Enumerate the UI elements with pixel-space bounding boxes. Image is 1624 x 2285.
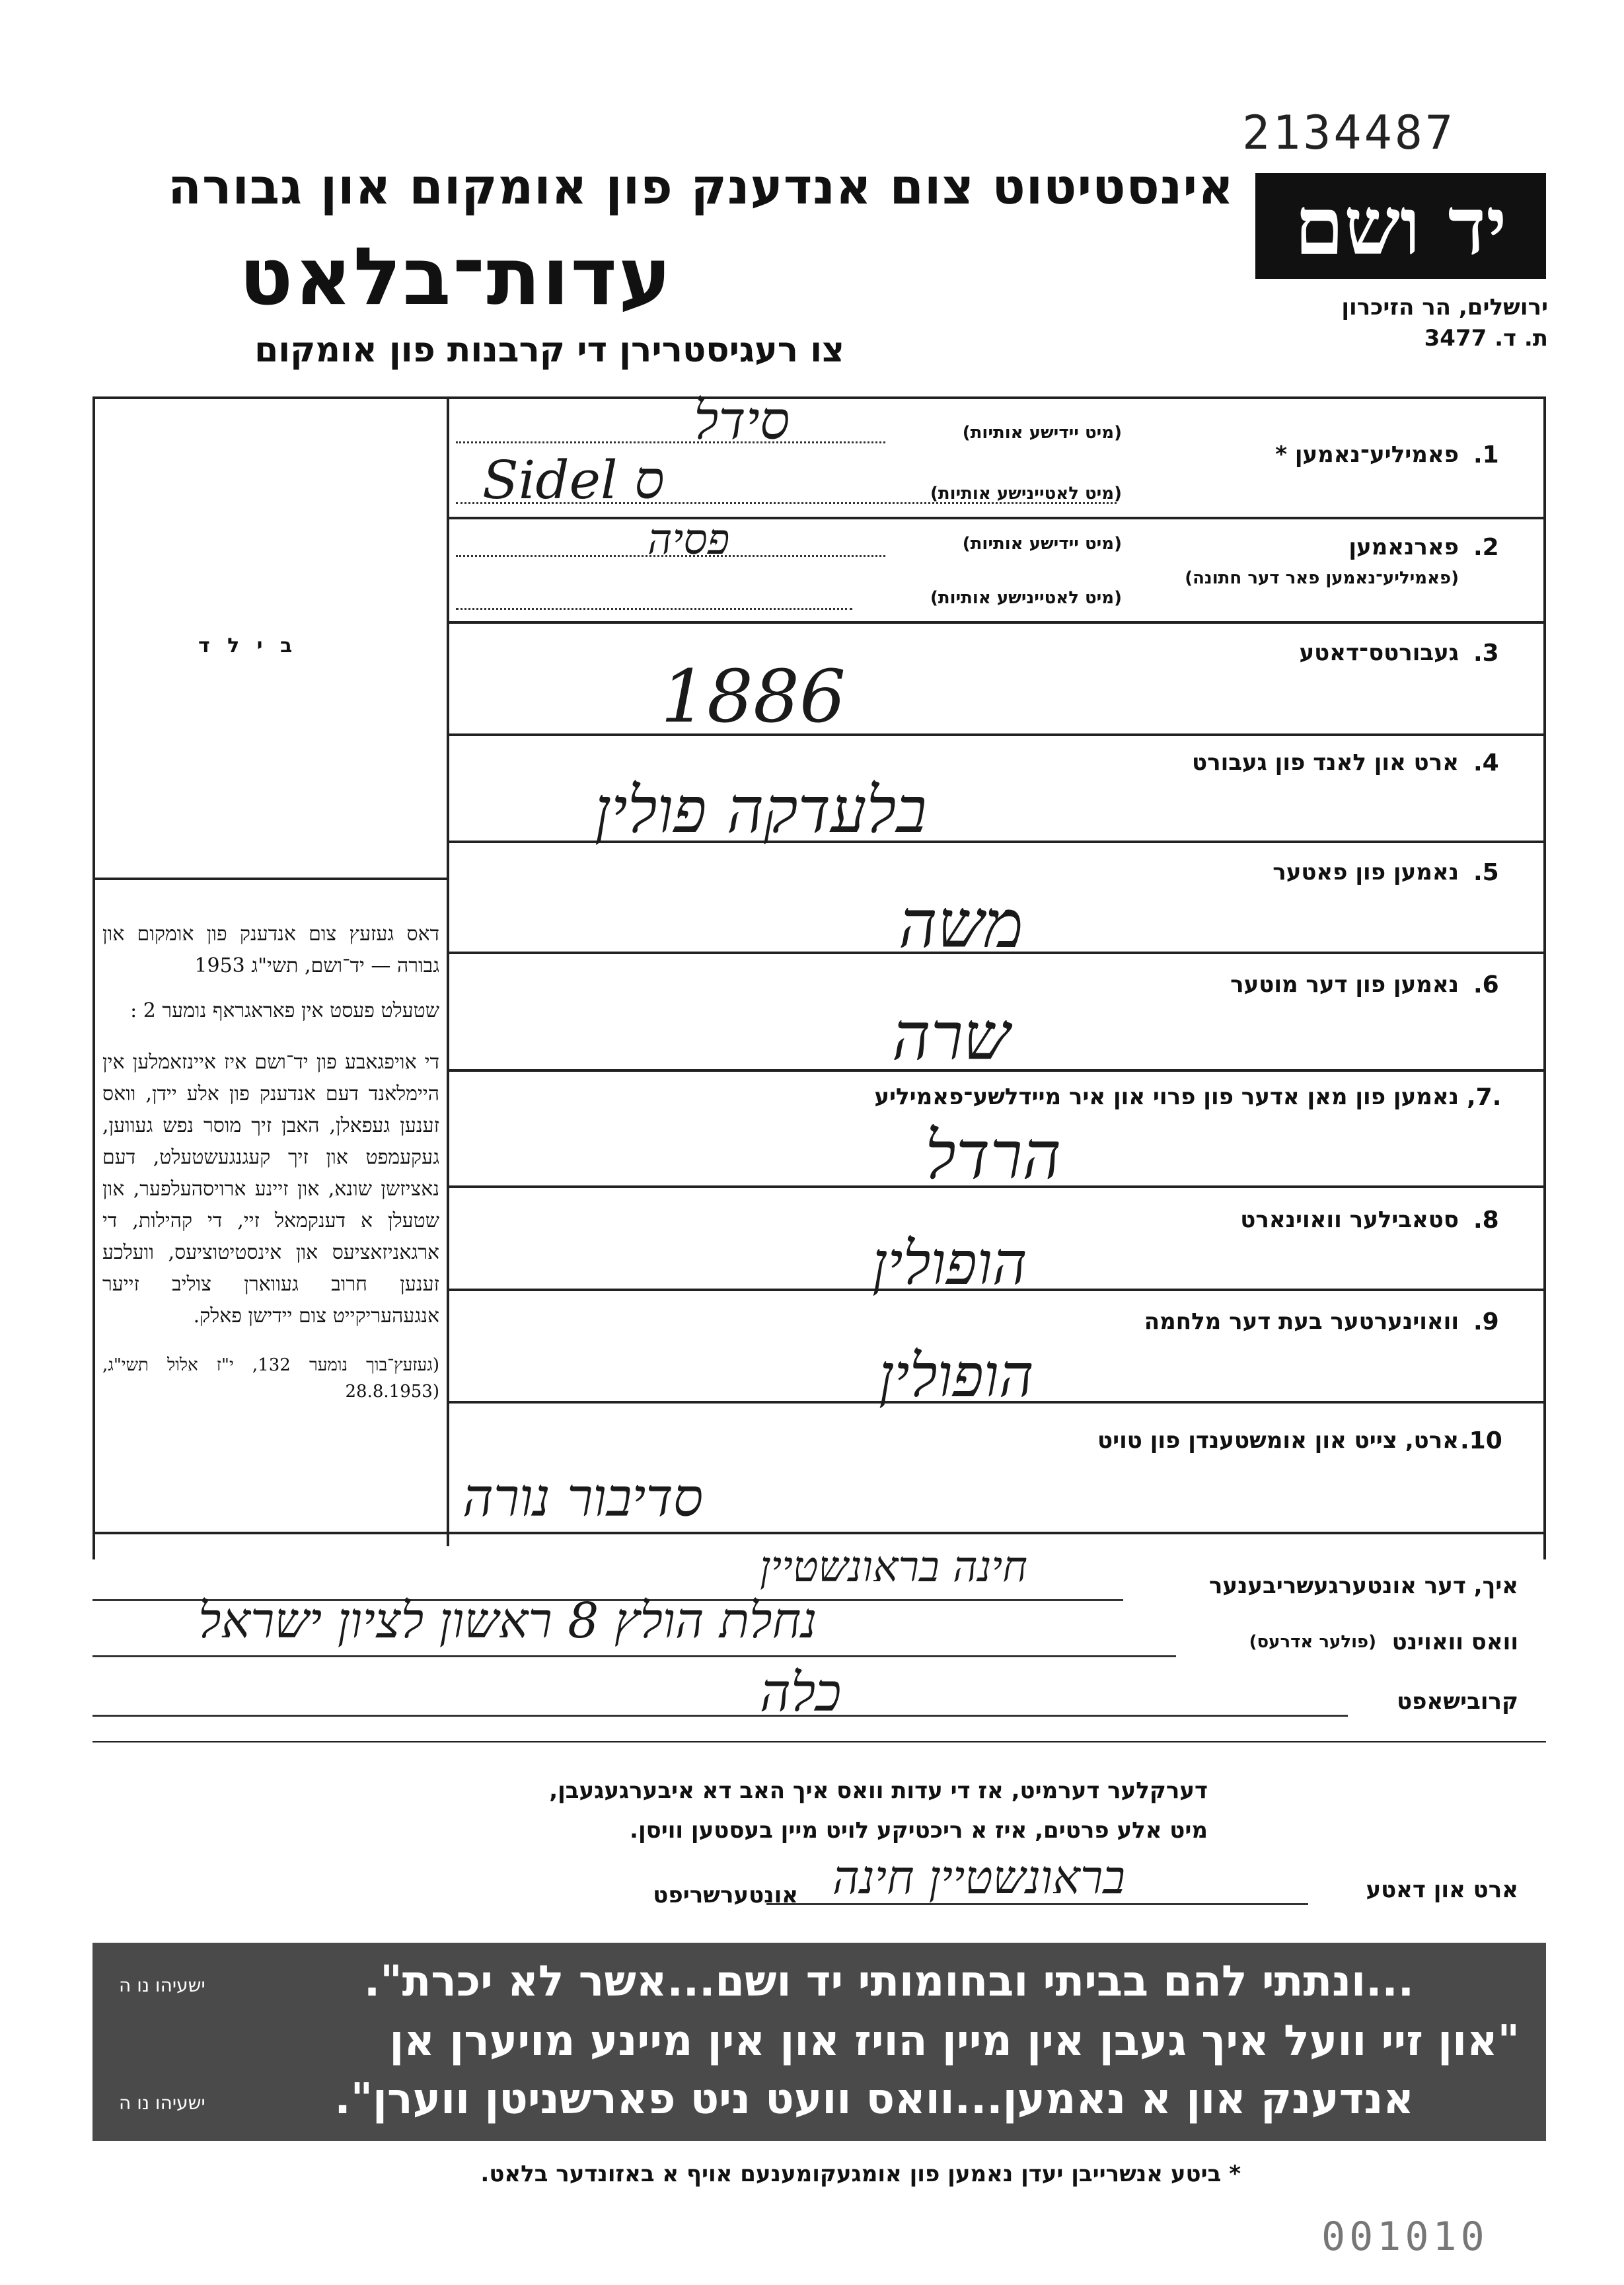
field-5-label: נאמען פון פאטער xyxy=(1273,859,1459,885)
field-1-handwritten-latin: Sidel ס xyxy=(482,449,665,511)
field-5-number: .5 xyxy=(1473,859,1499,886)
bottom-stamp-number: 001010 xyxy=(1321,2214,1489,2260)
row-separator xyxy=(92,1532,1546,1534)
field-2-number: .2 xyxy=(1473,534,1499,561)
signature-handwritten: בראונשטיין חינה xyxy=(832,1850,1126,1904)
relationship-label: קרובישאפט xyxy=(1397,1688,1518,1715)
field-1-number: .1 xyxy=(1473,441,1499,468)
banner-line-1: ...ונתתי להם בביתי ובחומותי יד ושם...אשר לא יכרת". xyxy=(363,1957,1414,2006)
law-paragraph-3: די אויפגאבע פון יד־ושם איז איינזאמלען אין היימלאנד דעם אנדענק פון אלע יידן, וואס זענען געפאלן, האבן זיך מוסר נפש געווען, געקעמפט און זיך קעגנגעשטעלט, דעם נאציזשן שונא, און זיינע ארויסהעלפער, און שטעלן א דענקמאל זיי, די קהילות, די ארגאניזאציעס און אינסטיטוציעס, וועלכע זענען חרוב געווארן צוליב זייער אנגעהעריקייט צום יידישן פאלק. xyxy=(102,1051,439,1328)
declaration-line-1: דערקלער דערמיט, אז די עדות וואס איך האב דא איבערגעגעבן, xyxy=(549,1778,1208,1804)
address-handwritten: נחלת הולץ 8 ראשון לציון ישראל xyxy=(198,1592,817,1649)
signer-section-bottom xyxy=(92,1741,1546,1742)
field-7-label: נאמען פון מאן אדער פון פרוי און איר מיידלשע־פאמיליע xyxy=(874,1084,1459,1110)
field-6-label: נאמען פון דער מוטער xyxy=(1230,971,1459,998)
field-8-number: .8 xyxy=(1473,1207,1499,1234)
frame-right xyxy=(1543,396,1546,1559)
field-1-handwritten-yiddish: סידל xyxy=(694,390,790,451)
signature-label: אונטערשריפט xyxy=(653,1882,798,1908)
law-box xyxy=(102,918,439,1405)
field-2-sub-yiddish: (מיט יידישע אותיות) xyxy=(962,534,1122,554)
field-3-label: געבורטס־דאטע xyxy=(1299,640,1459,666)
field-9-handwritten: הופולין xyxy=(879,1341,1034,1411)
law-paragraph-2: שטעלט פעסט אין פאראגראף נומער 2 : xyxy=(130,999,439,1022)
banner-line-2: "און זיי וועל איך געבן אין מיין הויז און אין מיינע מויערן אן xyxy=(389,2017,1520,2066)
field-8-handwritten: הופולין xyxy=(872,1229,1027,1298)
row-separator xyxy=(447,517,1545,519)
field-2-line-latin xyxy=(456,608,852,610)
field-10-number: .10 xyxy=(1460,1427,1502,1454)
field-7-number: ,7. xyxy=(1467,1084,1502,1111)
form-subtitle: צו רעגיסטרירן די קרבנות פון אומקום xyxy=(254,330,844,370)
banner-ref-1: ישעיהו נו ה xyxy=(119,1974,205,1996)
frame-top xyxy=(92,396,1546,399)
field-2-label: פארנאמען xyxy=(1348,534,1459,560)
address-line xyxy=(92,1655,1176,1657)
field-2-handwritten: פסיה xyxy=(647,515,730,564)
yad-vashem-logo xyxy=(1255,173,1546,279)
row-separator xyxy=(447,621,1545,624)
field-1-sub-yiddish: (מיט יידישע אותיות) xyxy=(962,423,1122,443)
law-paragraph-1: דאס געזעץ צום אנדענק פון אומקום און גבורה — יד־ושם, תשי"ג 1953 xyxy=(102,922,439,977)
field-9-label: וואוינערטער בעת דער מלחמה xyxy=(1144,1308,1459,1335)
signer-name-handwritten: חינה בראונשטיין xyxy=(760,1543,1028,1592)
law-paragraph-4: (געזעץ־בוך נומער 132, י"ז אלול תשי"ג, (28.8.1953 xyxy=(102,1355,439,1402)
photo-box-bottom xyxy=(92,878,449,880)
form-title: עדות־בלאט xyxy=(239,231,673,323)
relationship-line xyxy=(92,1715,1348,1717)
quote-banner xyxy=(92,1943,1546,2141)
field-1-line-yiddish xyxy=(456,441,885,443)
serial-number: 2134487 xyxy=(1242,106,1456,160)
field-1-sub-latin: (מיט לאטיינישע אותיות) xyxy=(930,484,1122,504)
photo-label: ב י ל ד xyxy=(198,634,298,657)
field-6-number: .6 xyxy=(1473,971,1499,998)
field-9-number: .9 xyxy=(1473,1308,1499,1335)
field-1-label: פאמיליע־נאמען * xyxy=(1275,441,1459,468)
column-divider xyxy=(447,396,449,1546)
field-4-number: .4 xyxy=(1473,749,1499,776)
logo-text: יד ושם xyxy=(1294,179,1507,273)
field-10-label: ארט, צייט און אומשטענדן פון טויט xyxy=(1097,1427,1459,1454)
declaration-line-2: מיט אלע פרטים, איז א ריכטיקע לויט מיין בעסטען וויסן. xyxy=(630,1817,1208,1844)
field-3-handwritten: 1886 xyxy=(661,654,846,739)
field-8-label: סטאבילער וואוינארט xyxy=(1240,1207,1459,1233)
field-3-number: .3 xyxy=(1473,640,1499,667)
banner-ref-3: ישעיהו נו ה xyxy=(119,2092,205,2114)
institute-title: אינסטיטוט צום אנדענק פון אומקום און גבורה xyxy=(168,159,1234,215)
field-6-handwritten: שרה xyxy=(892,998,1010,1075)
footnote: * ביטע אנשרייבן יעדן נאמען פון אומגעקומענעם אויף א באזונדער בלאט. xyxy=(480,2161,1241,2187)
field-4-handwritten: בלעדקה פולין xyxy=(595,773,927,847)
logo-address: ירושלים, הר הזיכרון xyxy=(1341,294,1548,320)
field-2-label-note: (פאמיליע־נאמען פאר דער חתונה) xyxy=(1185,568,1459,588)
field-4-label: ארט און לאנד פון געבורט xyxy=(1192,749,1459,776)
field-2-sub-latin: (מיט לאטיינישע אותיות) xyxy=(930,588,1122,608)
signer-name-label: איך, דער אונטערגעשריבענער xyxy=(1208,1573,1518,1599)
frame-left xyxy=(92,396,95,1559)
field-10-handwritten: סדיבור נורה xyxy=(462,1467,704,1528)
field-7-handwritten: הרדל xyxy=(925,1117,1062,1194)
row-separator xyxy=(447,733,1545,736)
address-label: וואס וואוינט xyxy=(1391,1629,1518,1655)
address-note: (פולער אדרעס) xyxy=(1249,1632,1376,1652)
relationship-handwritten: כלה xyxy=(760,1662,842,1723)
field-5-handwritten: משה xyxy=(899,885,1023,963)
place-date-label: ארט און דאטע xyxy=(1366,1877,1518,1903)
banner-line-3: אנדענק און א נאמען...וואס וועט ניט פארשניטן ווערן". xyxy=(334,2075,1414,2124)
logo-pobox: ת. ד. 3477 xyxy=(1424,325,1548,352)
